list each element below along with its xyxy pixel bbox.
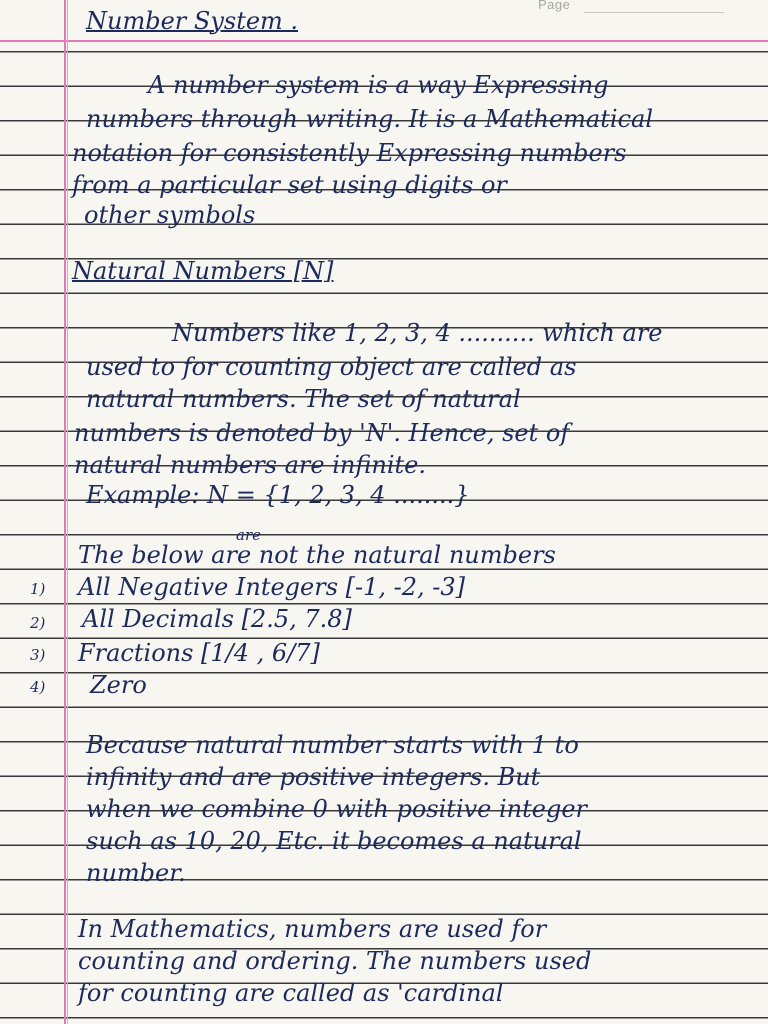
page-title: Number System . <box>86 7 299 35</box>
natural-para-line-3: natural numbers. The set of natural <box>86 385 521 413</box>
because-line-4: such as 10, 20, Etc. it becomes a natural <box>86 827 582 855</box>
list-item-fractions: Fractions [1/4 , 6/7] <box>78 639 320 667</box>
left-margin-line-inner <box>67 0 68 1024</box>
natural-para-line-1: Numbers like 1, 2, 3, 4 .......... which are <box>172 319 663 347</box>
final-line-2: counting and ordering. The numbers used <box>78 947 592 975</box>
final-line-3: for counting are called as 'cardinal <box>78 979 504 1007</box>
because-line-2: infinity and are positive integers. But <box>86 763 541 791</box>
list-item-decimals: All Decimals [2.5, 7.8] <box>82 605 352 633</box>
left-margin-line <box>64 0 66 1024</box>
page-label: Page <box>538 0 571 12</box>
because-line-5: number. <box>86 859 186 887</box>
intro-line-2: numbers through writing. It is a Mathematical <box>86 105 653 133</box>
natural-para-line-4: numbers is denoted by 'N'. Hence, set of <box>74 419 570 447</box>
intro-line-4: from a particular set using digits or <box>72 171 507 199</box>
natural-para-line-2: used to for counting object are called as <box>86 353 577 381</box>
below-line: The below are not the natural numbers <box>78 541 556 569</box>
list-number-2: 2) <box>30 614 46 632</box>
page-number-blank <box>584 12 724 13</box>
inserted-word-are: are <box>236 526 261 544</box>
intro-line-3: notation for consistently Expressing numbers <box>72 139 627 167</box>
list-number-1: 1) <box>30 580 46 598</box>
intro-line-1: A number system is a way Expressing <box>148 71 609 99</box>
because-line-3: when we combine 0 with positive integer <box>86 795 588 823</box>
natural-numbers-heading: Natural Numbers [N] <box>72 257 334 285</box>
because-line-1: Because natural number starts with 1 to <box>86 731 579 759</box>
list-number-3: 3) <box>30 646 46 664</box>
list-item-negative-integers: All Negative Integers [-1, -2, -3] <box>78 573 466 601</box>
header-margin-line <box>0 40 768 42</box>
list-item-zero: Zero <box>90 671 147 699</box>
example-line: Example: N = {1, 2, 3, 4 ........} <box>86 481 470 509</box>
list-number-4: 4) <box>30 678 46 696</box>
natural-para-line-5: natural numbers are infinite. <box>74 451 426 479</box>
final-line-1: In Mathematics, numbers are used for <box>78 915 547 943</box>
intro-line-5: other symbols <box>84 201 256 229</box>
